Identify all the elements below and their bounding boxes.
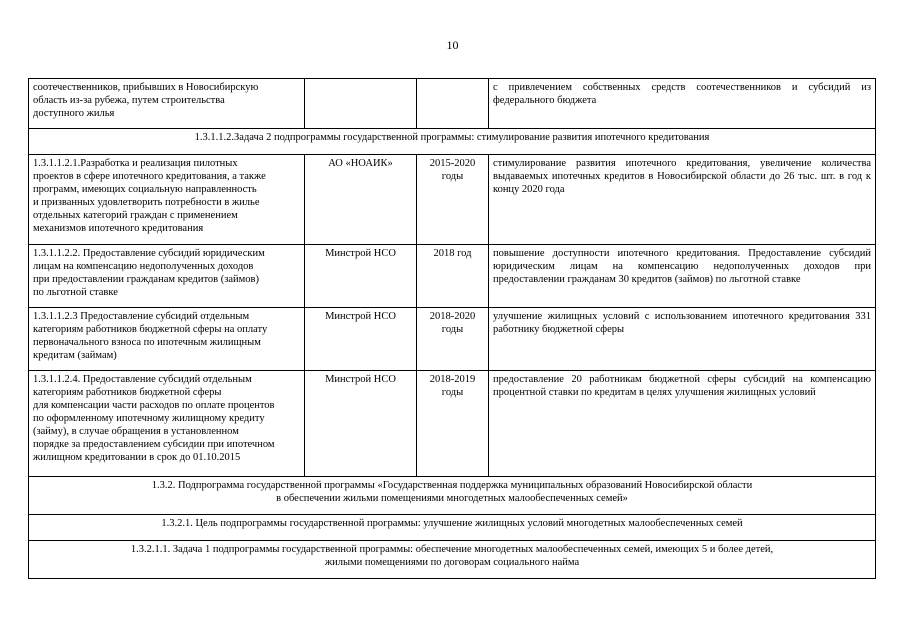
task-heading: 1.3.2.1.1. Задача 1 подпрограммы государственной программы: обеспечение многодетных малообеспеченных семей, имеющих 5 и более детей, жилыми помещениями по договорам социального найма — [29, 541, 876, 579]
table-row — [29, 245, 876, 308]
period-cell: 2018 год — [417, 245, 489, 308]
table-row — [29, 371, 876, 477]
measure-cell: 1.3.1.1.2.4. Предоставление субсидий отдельным категориям работников бюджетной сферы для компенсации части расходов по оплате процентов по оформленному ипотечному жилищному кредиту (займу), в случае обращения в установленном порядке за предоставлением субсидии при ипотечном жилищном кредитовании в срок до 01.10.2015 — [29, 371, 305, 477]
table-row — [29, 79, 876, 129]
section-header-row — [29, 515, 876, 541]
executor-cell: АО «НОАИК» — [305, 155, 417, 245]
measure-cell: соотечественников, прибывших в Новосибирскую область из-за рубежа, путем строительства доступного жилья — [29, 79, 305, 129]
table-row — [29, 155, 876, 245]
task-heading: 1.3.1.1.2.Задача 2 подпрограммы государственной программы: стимулирование развития ипотечного кредитования — [29, 129, 876, 155]
measure-cell: 1.3.1.1.2.2. Предоставление субсидий юридическим лицам на компенсацию недополученных доходов при предоставлении гражданам кредитов (займов) по льготной ставке — [29, 245, 305, 308]
period-cell: 2018-2019 годы — [417, 371, 489, 477]
measure-cell: 1.3.1.1.2.3 Предоставление субсидий отдельным категориям работников бюджетной сферы на оплату первоначального взноса по ипотечным жилищным кредитам (займам) — [29, 308, 305, 371]
measure-cell: 1.3.1.1.2.1.Разработка и реализация пилотных проектов в сфере ипотечного кредитования, а также программ, имеющих социальную направленность и призванных удовлетворить потребности в жилье отдельных категорий граждан с применением механизмов ипотечного кредитования — [29, 155, 305, 245]
subprogram-heading: 1.3.2. Подпрограмма государственной программы «Государственная поддержка муниципальных образований Новосибирской области в обеспечении жильми помещениями многодетных малообеспеченных семей» — [29, 477, 876, 515]
section-header-row — [29, 477, 876, 515]
period-cell: 2018-2020 годы — [417, 308, 489, 371]
section-header-row — [29, 541, 876, 579]
result-cell: стимулирование развития ипотечного кредитования, увеличение количества выдаваемых ипотечных кредитов в Новосибирской области до 26 тыс. шт. в год к концу 2020 года — [489, 155, 876, 245]
executor-cell: Минстрой НСО — [305, 245, 417, 308]
section-header-row — [29, 129, 876, 155]
result-cell: улучшение жилищных условий с использованием ипотечного кредитования 331 работнику бюджетной сферы — [489, 308, 876, 371]
table-row — [29, 308, 876, 371]
page-number: 10 — [446, 38, 459, 52]
period-cell: 2015-2020 годы — [417, 155, 489, 245]
goal-heading: 1.3.2.1. Цель подпрограммы государственной программы: улучшение жилищных условий многодетных малообеспеченных семей — [29, 515, 876, 541]
result-cell: предоставление 20 работникам бюджетной сферы субсидий на компенсацию процентной ставки по кредитам в целях улучшения жилищных условий — [489, 371, 876, 477]
executor-cell — [305, 79, 417, 129]
result-cell: с привлечением собственных средств соотечественников и субсидий из федерального бюджета — [489, 79, 876, 129]
result-cell: повышение доступности ипотечного кредитования. Предоставление субсидий юридическим лицам на компенсацию недополученных доходов при предоставлении гражданам 30 кредитов (займов) по льготной ставке — [489, 245, 876, 308]
executor-cell: Минстрой НСО — [305, 308, 417, 371]
program-measures-table — [28, 78, 876, 579]
period-cell — [417, 79, 489, 129]
executor-cell: Минстрой НСО — [305, 371, 417, 477]
